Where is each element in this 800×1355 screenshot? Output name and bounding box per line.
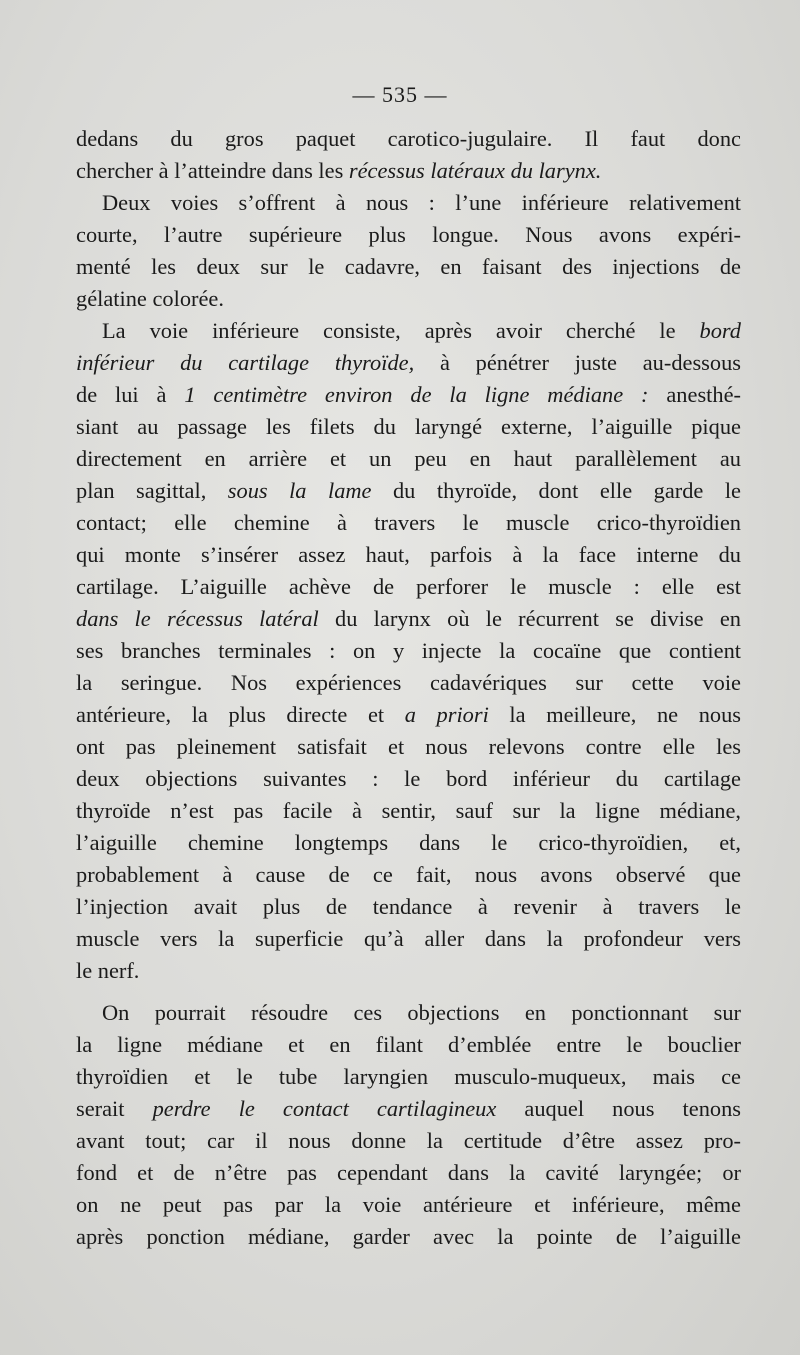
text-segment: l’injection avait plus de tendance à revenir à travers le — [76, 894, 741, 919]
text-line — [76, 997, 741, 1029]
text-line — [76, 699, 741, 731]
page-number: — 535 — — [352, 82, 448, 107]
text-line — [76, 475, 741, 507]
text-segment: on ne peut pas par la voie antérieure et inférieure, même — [76, 1192, 741, 1217]
text-line — [76, 315, 741, 347]
text-segment: antérieure, la plus directe et — [76, 702, 405, 727]
text-segment: ses branches terminales : on y injecte la cocaïne que contient — [76, 638, 741, 663]
text-segment: La voie inférieure consiste, après avoir cherché le — [102, 318, 700, 343]
text-segment: menté les deux sur le cadavre, en faisant des injections de — [76, 254, 741, 279]
text-line — [76, 859, 741, 891]
text-segment: On pourrait résoudre ces objections en ponctionnant sur — [102, 1000, 741, 1025]
italic-text: a priori — [404, 702, 489, 727]
italic-text: récessus latéraux du larynx. — [348, 158, 602, 183]
text-line — [76, 219, 741, 251]
text-line — [76, 923, 741, 955]
text-segment: Deux voies s’offrent à nous : l’une inférieure relativement — [102, 190, 741, 215]
text-segment: dedans du gros paquet carotico-jugulaire. Il faut donc — [76, 126, 741, 151]
text-segment: du larynx où le récurrent se divise en — [318, 606, 741, 631]
text-line — [76, 251, 741, 283]
text-line — [76, 187, 741, 219]
text-line — [76, 507, 741, 539]
text-segment: gélatine colorée. — [76, 286, 224, 311]
text-line — [76, 763, 741, 795]
text-line — [76, 827, 741, 859]
text-line — [76, 283, 741, 315]
text-line — [76, 667, 741, 699]
text-segment: thyroïde n’est pas facile à sentir, sauf sur la ligne médiane, — [76, 798, 741, 823]
text-segment: qui monte s’insérer assez haut, parfois à la face interne du — [76, 542, 741, 567]
text-line — [76, 955, 741, 987]
text-segment: deux objections suivantes : le bord inférieur du cartilage — [76, 766, 741, 791]
text-segment: après ponction médiane, garder avec la pointe de l’aiguille — [76, 1224, 741, 1249]
italic-text: 1 centimètre environ de la ligne médiane : — [184, 382, 649, 407]
italic-text: dans le récessus latéral — [76, 606, 319, 631]
text-segment: l’aiguille chemine longtemps dans le crico-thyroïdien, et, — [76, 830, 741, 855]
text-segment: muscle vers la superficie qu’à aller dans la profondeur vers — [76, 926, 741, 951]
text-line — [76, 795, 741, 827]
text-line — [76, 571, 741, 603]
text-line — [76, 347, 741, 379]
text-segment: contact; elle chemine à travers le muscle crico-thyroïdien — [76, 510, 741, 535]
text-line — [76, 1221, 741, 1253]
text-segment: fond et de n’être pas cependant dans la cavité laryngée; or — [76, 1160, 741, 1185]
text-line — [76, 1125, 741, 1157]
text-line — [76, 635, 741, 667]
text-segment: la meilleure, ne nous — [488, 702, 742, 727]
italic-text: inférieur du cartilage thyroïde, — [76, 350, 415, 375]
text-segment: probablement à cause de ce fait, nous avons observé que — [76, 862, 741, 887]
text-line — [76, 1061, 741, 1093]
italic-text: perdre le contact cartilagineux — [152, 1096, 497, 1121]
text-line — [76, 539, 741, 571]
text-segment: le nerf. — [76, 958, 140, 983]
text-line — [76, 123, 741, 155]
text-line — [76, 443, 741, 475]
text-line — [76, 891, 741, 923]
text-segment: siant au passage les filets du laryngé externe, l’aiguille pique — [76, 414, 741, 439]
text-line — [76, 1029, 741, 1061]
text-segment: la ligne médiane et en filant d’emblée entre le bouclier — [76, 1032, 741, 1057]
text-line — [76, 731, 741, 763]
text-line — [76, 1093, 741, 1125]
text-segment: du thyroïde, dont elle garde le — [371, 478, 741, 503]
text-line — [76, 155, 741, 187]
text-line — [76, 379, 741, 411]
text-segment: anesthé- — [648, 382, 741, 407]
text-line — [76, 1157, 741, 1189]
text-line — [76, 603, 741, 635]
text-segment: plan sagittal, — [76, 478, 228, 503]
text-line — [76, 1189, 741, 1221]
text-segment: de lui à — [76, 382, 185, 407]
text-segment: la seringue. Nos expériences cadavériques sur cette voie — [76, 670, 741, 695]
text-segment: chercher à l’atteindre dans les — [76, 158, 349, 183]
text-segment: à pénétrer juste au-dessous — [414, 350, 741, 375]
text-segment: thyroïdien et le tube laryngien musculo-muqueux, mais ce — [76, 1064, 741, 1089]
text-segment: cartilage. L’aiguille achève de perforer le muscle : elle est — [76, 574, 741, 599]
text-segment: serait — [76, 1096, 153, 1121]
body-text — [76, 123, 741, 1253]
text-segment: ont pas pleinement satisfait et nous relevons contre elle les — [76, 734, 741, 759]
text-segment: avant tout; car il nous donne la certitude d’être assez pro- — [76, 1128, 741, 1153]
italic-text: bord — [699, 318, 741, 343]
text-segment: auquel nous tenons — [496, 1096, 741, 1121]
text-segment: directement en arrière et un peu en haut parallèlement au — [76, 446, 741, 471]
text-segment: courte, l’autre supérieure plus longue. Nous avons expéri- — [76, 222, 741, 247]
text-line — [76, 411, 741, 443]
italic-text: sous la lame — [227, 478, 372, 503]
